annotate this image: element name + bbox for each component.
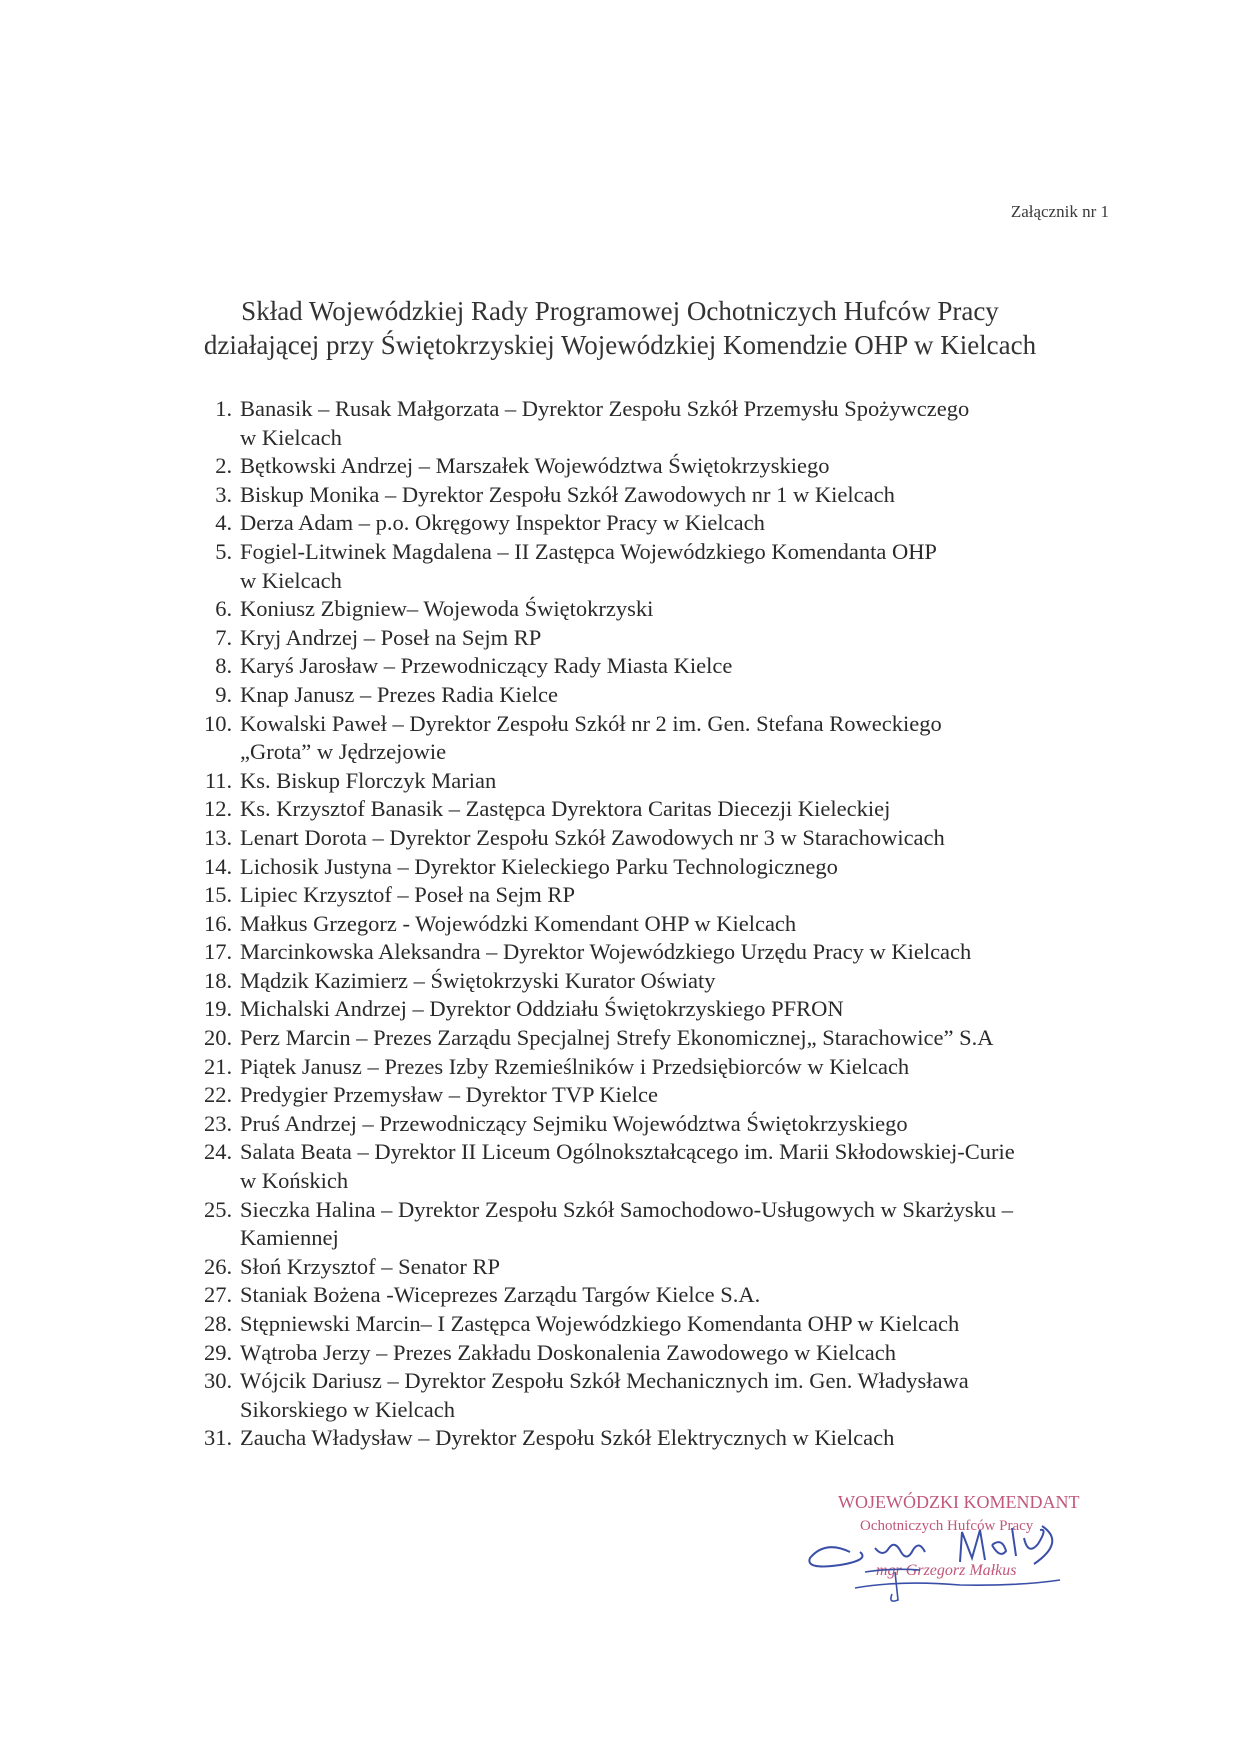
list-item [190, 824, 1110, 853]
item-text: Zaucha Władysław – Dyrektor Zespołu Szkół Elektrycznych w Kielcach [240, 1425, 895, 1451]
item-number: 19. [204, 996, 233, 1022]
list-item [190, 652, 1110, 681]
annex-label: Załącznik nr 1 [1010, 202, 1109, 221]
list-item [190, 995, 1110, 1024]
item-text: Słoń Krzysztof – Senator RP [240, 1253, 500, 1279]
item-number: 14. [204, 853, 233, 879]
list-item [190, 1196, 1110, 1253]
item-number: 9. [215, 681, 233, 707]
list-item [190, 881, 1110, 910]
signature-stamp [780, 1490, 1140, 1640]
list-item [190, 938, 1110, 967]
item-text: Staniak Bożena -Wiceprezes Zarządu Targów Kielce S.A. [240, 1282, 761, 1308]
list-item [190, 1424, 1110, 1453]
item-number: 6. [215, 596, 233, 622]
item-text: Banasik – Rusak Małgorzata – Dyrektor Zespołu Szkół Przemysłu Spożywczego w Kielcach [240, 396, 970, 450]
list-item [190, 1053, 1110, 1082]
item-text: Stępniewski Marcin– I Zastępca Wojewódzkiego Komendanta OHP w Kielcach [240, 1311, 960, 1336]
members-list [190, 395, 1110, 1453]
list-item [190, 967, 1110, 996]
item-number: 24. [204, 1139, 233, 1165]
item-text: Bętkowski Andrzej – Marszałek Województwa Świętokrzyskiego [240, 453, 830, 479]
item-number: 29. [204, 1339, 233, 1365]
item-text: Perz Marcin – Prezes Zarządu Specjalnej Strefy Ekonomicznej„ Starachowice” S.A [240, 1025, 994, 1051]
item-number: 25. [204, 1196, 233, 1222]
item-number: 23. [204, 1110, 233, 1136]
item-number: 20. [204, 1025, 233, 1051]
item-number: 21. [204, 1053, 233, 1079]
item-text: Knap Janusz – Prezes Radia Kielce [240, 681, 559, 707]
item-number: 2. [215, 453, 233, 479]
item-text: Mądzik Kazimierz – Świętokrzyski Kurator Oświaty [240, 967, 716, 993]
list-item [190, 1310, 1110, 1339]
item-text: Kowalski Paweł – Dyrektor Zespołu Szkół nr 2 im. Gen. Stefana Roweckiego „Grota” w Jędrzejowie [240, 710, 942, 765]
list-item [190, 1253, 1110, 1282]
item-text: Ks. Krzysztof Banasik – Zastępca Dyrektora Caritas Diecezji Kieleckiej [240, 796, 891, 822]
item-number: 26. [204, 1253, 233, 1279]
item-number: 27. [204, 1282, 233, 1308]
list-item [190, 681, 1110, 710]
list-item [190, 767, 1110, 796]
item-text: Lipiec Krzysztof – Poseł na Sejm RP [240, 882, 575, 908]
item-number: 12. [204, 796, 233, 822]
stamp-line-3: mgr Grzegorz Małkus [876, 1562, 1017, 1579]
list-item [190, 853, 1110, 882]
document-title [0, 294, 1240, 362]
item-text: Marcinkowska Aleksandra – Dyrektor Wojewódzkiego Urzędu Pracy w Kielcach [240, 939, 972, 965]
item-text: Ks. Biskup Florczyk Marian [240, 767, 497, 793]
item-number: 16. [204, 910, 233, 936]
list-item [190, 509, 1110, 538]
item-text: Sieczka Halina – Dyrektor Zespołu Szkół Samochodowo-Usługowych w Skarżysku – Kamiennej [240, 1196, 1013, 1251]
item-number: 17. [204, 939, 233, 965]
item-number: 5. [215, 538, 233, 564]
list-item [190, 1138, 1110, 1195]
item-text: Kryj Andrzej – Poseł na Sejm RP [240, 624, 542, 650]
item-number: 1. [215, 396, 233, 421]
list-item [190, 1081, 1110, 1110]
item-text: Salata Beata – Dyrektor II Liceum Ogólnokształcącego im. Marii Skłodowskiej-Curie w Końskich [240, 1139, 1015, 1194]
item-text: Michalski Andrzej – Dyrektor Oddziału Świętokrzyskiego PFRON [240, 996, 844, 1022]
item-number: 13. [204, 824, 233, 850]
list-item [190, 452, 1110, 481]
item-text: Pruś Andrzej – Przewodniczący Sejmiku Województwa Świętokrzyskiego [240, 1110, 908, 1136]
item-text: Lenart Dorota – Dyrektor Zespołu Szkół Zawodowych nr 3 w Starachowicach [240, 824, 945, 850]
item-text: Predygier Przemysław – Dyrektor TVP Kielce [240, 1082, 659, 1108]
item-number: 7. [215, 624, 233, 650]
item-text: Wątroba Jerzy – Prezes Zakładu Doskonalenia Zawodowego w Kielcach [240, 1339, 896, 1365]
item-number: 28. [204, 1311, 233, 1336]
item-number: 31. [204, 1425, 233, 1451]
item-text: Lichosik Justyna – Dyrektor Kieleckiego Parku Technologicznego [240, 853, 838, 879]
item-number: 18. [204, 967, 233, 993]
list-item [190, 1339, 1110, 1368]
item-number: 11. [204, 767, 233, 793]
item-number: 15. [204, 882, 233, 908]
list-item [190, 1110, 1110, 1139]
list-item [190, 795, 1110, 824]
item-number: 30. [204, 1368, 233, 1394]
item-text: Biskup Monika – Dyrektor Zespołu Szkół Zawodowych nr 1 w Kielcach [240, 481, 895, 507]
item-number: 10. [204, 710, 233, 736]
title-line-1: Skład Wojewódzkiej Rady Programowej Ochotniczych Hufców Pracy [241, 296, 999, 326]
stamp-line-1: WOJEWÓDZKI KOMENDANT [838, 1492, 1080, 1512]
list-item [190, 1281, 1110, 1310]
stamp-line-2: Ochotniczych Hufców Pracy [860, 1518, 1034, 1534]
list-item [190, 910, 1110, 939]
list-item [190, 538, 1110, 595]
item-number: 4. [215, 510, 233, 536]
item-number: 8. [215, 653, 233, 679]
list-item [190, 624, 1110, 653]
title-line-2: działającej przy Świętokrzyskiej Wojewódzkiej Komendzie OHP w Kielcach [203, 330, 1037, 360]
item-text: Małkus Grzegorz - Wojewódzki Komendant OHP w Kielcach [240, 910, 797, 936]
item-text: Derza Adam – p.o. Okręgowy Inspektor Pracy w Kielcach [240, 510, 765, 536]
item-text: Fogiel-Litwinek Magdalena – II Zastępca Wojewódzkiego Komendanta OHP w Kielcach [240, 538, 937, 593]
item-text: Karyś Jarosław – Przewodniczący Rady Miasta Kielce [240, 653, 733, 679]
list-item [190, 481, 1110, 510]
stamp-graphic [780, 1490, 1140, 1640]
item-text: Wójcik Dariusz – Dyrektor Zespołu Szkół Mechanicznych im. Gen. Władysława Sikorskiego w Kielcach [240, 1368, 969, 1422]
item-number: 22. [204, 1082, 233, 1108]
item-number: 3. [215, 481, 233, 507]
list-item [190, 1024, 1110, 1053]
item-text: Koniusz Zbigniew– Wojewoda Świętokrzyski [240, 596, 654, 622]
list-item [190, 1367, 1110, 1424]
list-item [190, 595, 1110, 624]
item-text: Piątek Janusz – Prezes Izby Rzemieślników i Przedsiębiorców w Kielcach [240, 1053, 910, 1079]
list-item [190, 395, 1110, 452]
list-item [190, 710, 1110, 767]
